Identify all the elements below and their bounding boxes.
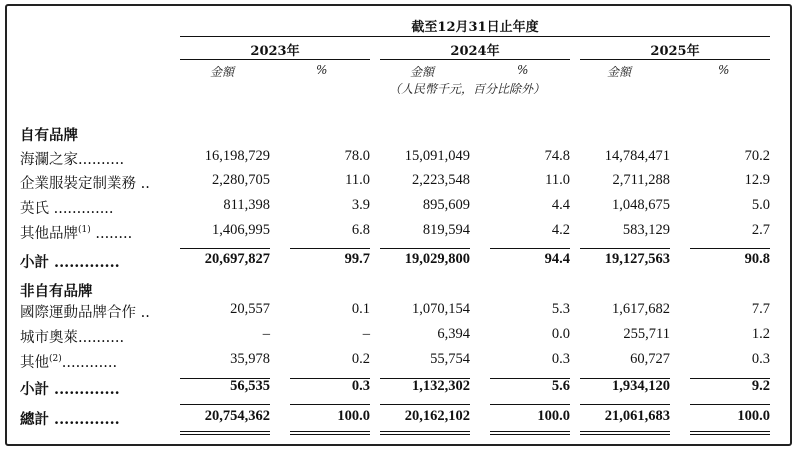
amount-cell: 55,754	[430, 351, 470, 367]
amount-cell: 14,784,471	[604, 148, 670, 164]
subtotal-rule	[290, 248, 370, 249]
total-double-rule	[290, 431, 370, 435]
row-label	[20, 148, 124, 169]
percent-label-2025: %	[718, 63, 730, 77]
year-2023: 2023年	[250, 44, 300, 59]
subtotal-rule	[580, 378, 670, 379]
percent-cell: 100.0	[337, 408, 370, 424]
subtotal-rule	[380, 378, 470, 379]
subtotal-rule	[290, 378, 370, 379]
amount-label-2024: 金額	[410, 65, 435, 79]
amount-cell: 15,091,049	[404, 148, 470, 164]
percent-cell: 1.2	[751, 326, 770, 342]
percent-cell: 0.3	[751, 351, 770, 367]
amount-cell: 1,132,302	[412, 378, 470, 394]
amount-cell: 255,711	[623, 326, 670, 342]
period-title: 截至12月31日止年度	[411, 20, 539, 35]
row-label	[20, 326, 124, 347]
year-rule-2023	[180, 59, 370, 60]
row-label	[20, 172, 150, 193]
amount-cell: 19,029,800	[404, 251, 470, 267]
amount-cell: 6,394	[437, 326, 470, 342]
subtotal-rule	[580, 248, 670, 249]
percent-cell: 5.0	[751, 197, 770, 213]
subtotal-label	[20, 378, 120, 399]
row-label-text: 企業服裝定制業務 ..	[20, 176, 150, 192]
subtotal-rule	[380, 248, 470, 249]
amount-cell: 21,061,683	[604, 408, 670, 424]
percent-cell: 70.2	[744, 148, 770, 164]
subtotal-rule	[490, 248, 570, 249]
amount-cell: 1,617,682	[612, 301, 670, 317]
row-label-text: 海瀾之家..........	[20, 152, 125, 168]
percent-cell: 4.2	[551, 222, 570, 238]
row-label-text: 英氏 .............	[20, 201, 114, 217]
header-rule	[180, 36, 770, 37]
percent-cell: 11.0	[545, 172, 570, 188]
amount-cell: 35,978	[230, 351, 270, 367]
row-label	[20, 351, 117, 372]
percent-cell: 4.4	[551, 197, 570, 213]
percent-cell: 0.3	[351, 378, 370, 394]
amount-cell: 2,280,705	[212, 172, 270, 188]
row-label	[20, 197, 114, 218]
amount-cell: 20,754,362	[204, 408, 270, 424]
total-double-rule	[690, 431, 770, 435]
percent-cell: –	[362, 326, 370, 342]
percent-cell: 78.0	[344, 148, 370, 164]
section-own-brands: 自有品牌	[20, 127, 78, 144]
total-double-rule	[180, 431, 270, 435]
amount-cell: 20,162,102	[404, 408, 470, 424]
subtotal-rule	[690, 248, 770, 249]
total-rule	[490, 404, 570, 405]
total-double-rule	[580, 431, 670, 435]
amount-cell: 1,070,154	[412, 301, 470, 317]
amount-cell: 20,557	[230, 301, 270, 317]
percent-cell: 9.2	[751, 378, 770, 394]
amount-cell: 811,398	[223, 197, 270, 213]
year-rule-2024	[380, 59, 570, 60]
percent-cell: 94.4	[544, 251, 570, 267]
percent-cell: 100.0	[737, 408, 770, 424]
total-rule	[380, 404, 470, 405]
amount-cell: 583,129	[622, 222, 670, 238]
total-rule	[290, 404, 370, 405]
row-label-text: 國際運動品牌合作 ..	[20, 305, 150, 321]
amount-cell: 1,048,675	[612, 197, 670, 213]
footnote-marker: (1)	[78, 225, 91, 236]
amount-label-2023: 金額	[210, 65, 235, 79]
percent-cell: 5.3	[551, 301, 570, 317]
percent-cell: 3.9	[351, 197, 370, 213]
amount-cell: 56,535	[230, 378, 270, 394]
subtotal-rule	[690, 378, 770, 379]
subtotal-label	[20, 251, 120, 272]
total-label	[20, 408, 120, 429]
percent-cell: 0.0	[551, 326, 570, 342]
percent-cell: 99.7	[344, 251, 370, 267]
percent-cell: 100.0	[537, 408, 570, 424]
total-double-rule	[490, 431, 570, 435]
row-label	[20, 222, 132, 243]
amount-label-2025: 金額	[607, 65, 632, 79]
total-double-rule	[380, 431, 470, 435]
amount-cell: 60,727	[630, 351, 670, 367]
total-rule	[180, 404, 270, 405]
percent-cell: 5.6	[551, 378, 570, 394]
percent-cell: 0.3	[551, 351, 570, 367]
amount-cell: 1,934,120	[612, 378, 670, 394]
year-2025: 2025年	[650, 44, 700, 59]
amount-cell: 2,711,288	[612, 172, 670, 188]
percent-cell: 0.1	[351, 301, 370, 317]
amount-cell: 2,223,548	[412, 172, 470, 188]
percent-cell: 74.8	[544, 148, 570, 164]
amount-cell: 819,594	[422, 222, 470, 238]
percent-label-2023: %	[316, 63, 328, 77]
unit-note: （人民幣千元，百分比除外）	[389, 82, 546, 96]
percent-cell: 90.8	[744, 251, 770, 267]
row-label-text: 城市奧萊..........	[20, 330, 125, 346]
year-rule-2025	[580, 59, 770, 60]
amount-cell: 19,127,563	[604, 251, 670, 267]
percent-cell: 11.0	[345, 172, 370, 188]
percent-label-2024: %	[517, 63, 529, 77]
total-rule	[580, 404, 670, 405]
row-label-text: 小計 .............	[20, 254, 120, 271]
row-label-text: 其他品牌	[20, 226, 78, 242]
year-2024: 2024年	[450, 44, 500, 59]
percent-cell: 12.9	[744, 172, 770, 188]
percent-cell: 0.2	[351, 351, 370, 367]
section-non-own-brands: 非自有品牌	[20, 283, 93, 300]
percent-cell: 7.7	[751, 301, 770, 317]
subtotal-rule	[490, 378, 570, 379]
row-label-text: 總計 .............	[20, 411, 120, 428]
leader-dots: ............	[61, 355, 118, 371]
total-rule	[690, 404, 770, 405]
percent-cell: 2.7	[751, 222, 770, 238]
leader-dots: ........	[90, 226, 133, 242]
row-label	[20, 301, 150, 322]
amount-cell: 20,697,827	[204, 251, 270, 267]
subtotal-rule	[180, 248, 270, 249]
footnote-marker: (2)	[49, 354, 62, 365]
amount-cell: 1,406,995	[212, 222, 270, 238]
amount-cell: 16,198,729	[204, 148, 270, 164]
amount-cell: –	[262, 326, 270, 342]
row-label-text: 小計 .............	[20, 381, 120, 398]
subtotal-rule	[180, 378, 270, 379]
amount-cell: 895,609	[422, 197, 470, 213]
percent-cell: 6.8	[351, 222, 370, 238]
row-label-text: 其他	[20, 355, 49, 371]
